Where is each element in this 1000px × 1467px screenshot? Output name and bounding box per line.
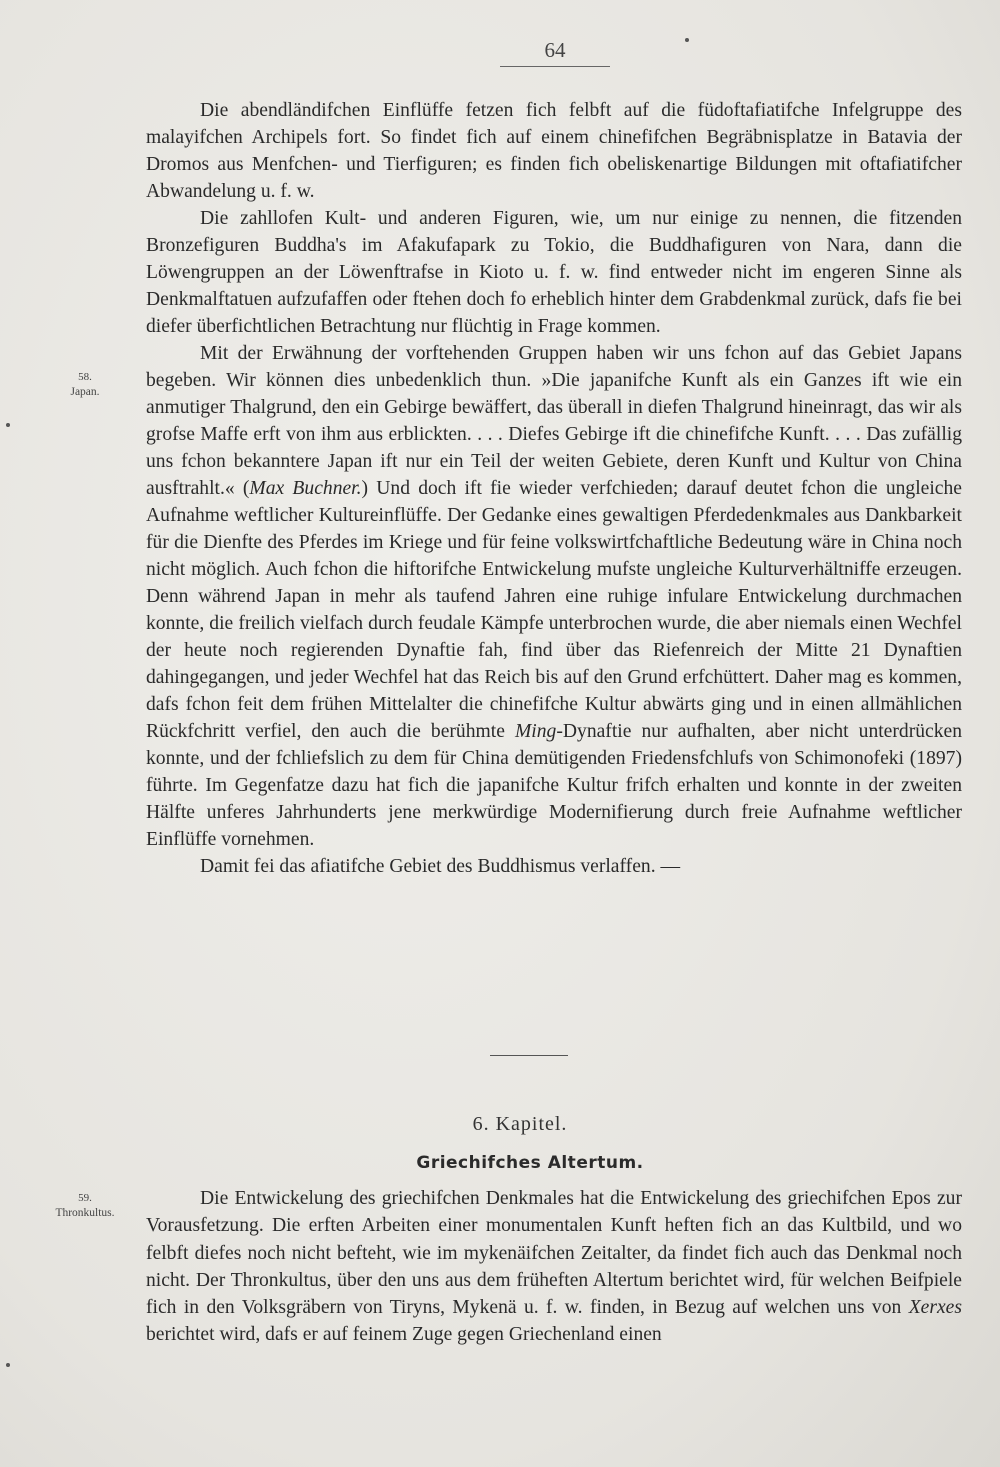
- body-text-bottom: [146, 1185, 962, 1349]
- ink-speck: [6, 423, 10, 427]
- italic-name: Xerxes: [908, 1297, 962, 1319]
- body-text-top: [146, 97, 962, 880]
- italic-name: Max Buchner.: [249, 478, 362, 499]
- paragraph: [146, 1185, 962, 1349]
- margin-note-thronkultus: [30, 1191, 140, 1221]
- text-run: Die Entwickelung des griechifchen Denkmales hat die Entwickelung des griechifchen Epos zur Vorausfetzung. Die erften Arbeiten einer monumentalen Kunft heften fich an das Kultbild, und wo felbft diefes noch nicht befteht, wie im mykenäifchen Zeitalter, da findet fich auch das Denkmal noch nicht. Der Thronkultus, über den uns aus dem früheften Altertum berichtet wird, für welchen Beifpiele fich in den Volksgräbern von Tiryns, Mykenä u. f. w. finden, in Bezug auf welchen uns von: [146, 1188, 962, 1319]
- italic-name: Ming: [514, 721, 557, 742]
- text-run: berichtet wird, dafs er auf feinem Zuge gegen Griechenland einen: [146, 1324, 662, 1346]
- ink-speck: [6, 1363, 10, 1367]
- text-run: Mit der Erwähnung der vorftehenden Gruppen haben wir uns fchon auf das Gebiet Japans begeben. Wir können dies unbedenklich thun. »Die japanifche Kunft als ein Ganzes ift wie ein anmutiger Thalgrund, den ein Gebirge bewäffert, das überall in diefen Thalgrund hineinragt, das wir als grofse Maffe erft von ihm aus erblickten. . . . Diefes Gebirge ift die chinefifche Kunft. . . . Das zufällig uns fchon bekanntere Japan ift nur ein Teil der weiten Gebiete, deren Kunft und Kultur von China ausftrahlt.« (: [146, 343, 962, 499]
- paragraph: [146, 340, 962, 853]
- paragraph: Die abendländifchen Einflüffe fetzen fich felbft auf die füdoftafiatifche Infelgruppe des malayifchen Archipels fort. So findet fich auf einem chinefifchen Begräbnisplatze in Batavia der Dromos aus Menfchen- und Tierfiguren; es finden fich obeliskenartige Bildungen mit oftafiatifcher Abwandelung u. f. w.: [146, 100, 962, 202]
- margin-note-japan: [30, 370, 140, 400]
- paragraph: Die zahllofen Kult- und anderen Figuren, wie, um nur einige zu nennen, die fitzenden Bronzefiguren Buddha's im Afakufapark zu Tokio, die Buddhafiguren von Nara, dann die Löwengruppen an der Löwenftrafse in Kioto u. f. w. find entweder nicht im engeren Sinne als Denkmalftatuen aufzufaffen oder ftehen doch fo erheblich hinter dem Grabdenkmal zurück, dafs fie bei diefer überfichtlichen Betrachtung nur flüchtig in Frage kommen.: [146, 208, 962, 337]
- chapter-title: Griechifches Altertum.: [416, 1153, 644, 1173]
- text-run: ) Und doch ift fie wieder verfchieden; darauf deutet fchon die ungleiche Aufnahme weftlicher Kultureinflüffe. Der Gedanke eines gewaltigen Pferdedenkmales aus Dankbarkeit für die Dienfte des Pferdes im Kriege und für feine volkswirtfchaftliche Bedeutung wäre in China noch nicht möglich. Auch fchon die hiftorifche Entwickelung mufste ungleiche Kulturverhältniffe erzeugen. Denn während Japan in mehr als taufend Jahren eine ruhige infulare Entwickelung durchmachen konnte, die freilich vielfach durch feudale Kämpfe unterbrochen wurde, die aber niemals einen Wechfel der heute noch regierenden Dynaftie fah, find über das Riefenreich der Mitte 21 Dynaftien dahingegangen, und jeder Wechfel hat das Reich bis auf den Grund erfchüttert. Daher mag es kommen, dafs fchon feit dem frühen Mittelalter die chinefifche Kultur abwärts ging und in einen allmählichen Rückfchritt verfiel, den auch die berühmte: [146, 478, 962, 742]
- page-number-rule: [500, 66, 610, 67]
- chapter-label: 6. Kapitel.: [472, 1113, 568, 1135]
- text-run: -Dynaftie nur aufhalten, aber nicht unterdrücken konnte, und der fchliefslich zu dem für China demütigenden Friedensfchlufs von Schimonofeki (1897) führte. Im Gegenfatze dazu hat fich die japanifche Kultur frifch erhalten und konnte in der zweiten Hälfte unferes Jahrhunderts jene merkwürdige Modernifierung durch freie Aufnahme weftlicher Einflüffe vornehmen.: [146, 721, 963, 850]
- section-divider: [490, 1055, 568, 1056]
- ink-speck: [685, 38, 689, 42]
- margin-note-number: 58.: [78, 371, 92, 383]
- margin-note-number: 59.: [78, 1192, 92, 1204]
- margin-note-label: Japan.: [70, 386, 100, 398]
- margin-note-label: Thronkultus.: [55, 1207, 115, 1219]
- page-number: 64: [544, 38, 566, 62]
- paragraph: Damit fei das afiatifche Gebiet des Buddhismus verlaffen. —: [200, 856, 681, 877]
